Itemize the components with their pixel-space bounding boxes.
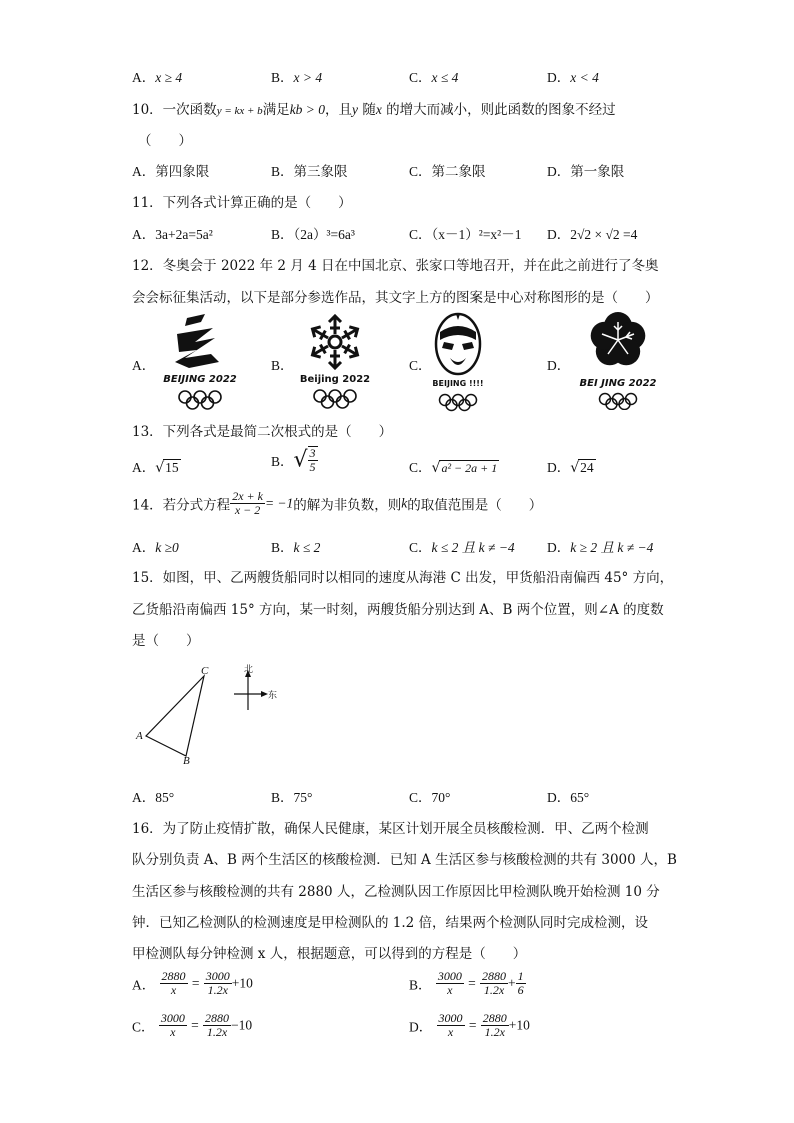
q13-option-d: D．√24	[547, 460, 594, 476]
q9-option-b: B．x > 4	[271, 70, 323, 85]
compass-north-label: 北	[244, 665, 254, 675]
compass-east-label: 东	[268, 691, 278, 701]
q9-option-c: C．x ≤ 4	[409, 70, 459, 85]
q16-line-2: 队分别负责 A、B 两个生活区的核酸检测．已知 A 生活区参与核酸检测的共有 3000 人，B	[132, 852, 677, 868]
q11-option-c: C．（x－1）²=x²－1	[409, 227, 522, 242]
q15-point-b: B	[183, 755, 190, 767]
q11-option-a: A．3a+2a=5a²	[132, 227, 213, 242]
q15-line-1: 15．如图，甲、乙两艘货船同时以相同的速度从海港 C 出发，甲货船沿南偏西 45° 方向，	[132, 570, 674, 586]
q9-option-d: D．x < 4	[547, 70, 599, 85]
q16-line-5: 甲检测队每分钟检测 x 人，根据题意，可以得到的方程是（ ）	[132, 946, 527, 962]
q11-stem: 11．下列各式计算正确的是（ ）	[132, 195, 352, 211]
compass-icon	[234, 663, 277, 710]
q12-emblem-d-icon	[568, 310, 668, 410]
q15-option-b: B．75°	[271, 790, 313, 805]
q13-option-b: B．√ $\frac{3}{5}$	[271, 446, 316, 474]
q13-option-c: C．√a² − 2a + 1	[409, 460, 498, 476]
q15-point-a: A	[136, 730, 143, 742]
q9-option-a: A．x ≥ 4	[132, 70, 183, 85]
q12-option-d-label: D．	[547, 358, 571, 373]
q12-emblem-a-caption: BEIJING 2022	[163, 374, 237, 385]
q15-option-a: A．85°	[132, 790, 175, 805]
q12-emblem-b-caption: Beijing 2022	[299, 374, 371, 385]
q11-option-b: B．（2a）³=6a³	[271, 227, 355, 242]
q16-line-3: 生活区参与核酸检测的共有 2880 人，乙检测队因工作原因比甲检测队晚开始检测 10 分	[132, 884, 660, 900]
q10-option-b: B．第三象限	[271, 164, 348, 180]
q14-option-a: A．k ≥0	[132, 540, 179, 555]
q14-option-c: C．k ≤ 2 且 k ≠ −4	[409, 540, 515, 555]
q13-stem: 13．下列各式是最简二次根式的是（ ）	[132, 424, 393, 440]
q12-emblem-a-icon	[155, 312, 245, 410]
q12-emblem-b-icon	[290, 310, 380, 410]
q12-line-2: 会会标征集活动，以下是部分参选作品，其文字上方的图案是中心对称图形的是（ ）	[132, 290, 659, 306]
q14-option-d: D．k ≥ 2 且 k ≠ −4	[547, 540, 654, 555]
q15-point-c: C	[201, 665, 209, 677]
q10-option-a: A．第四象限	[132, 164, 210, 180]
q14-option-b: B．k ≤ 2	[271, 540, 321, 555]
q16-option-b: B． $\frac{3000}{x}$ = $\frac{2880}{1.2x}$ + $\frac{1}{6}$	[409, 969, 524, 997]
q15-triangle	[146, 676, 204, 756]
q12-option-a-label: A．	[132, 358, 156, 373]
q10-option-c: C．第二象限	[409, 164, 486, 180]
q12-line-1: 12．冬奥会于 2022 年 2 月 4 日在中国北京、张家口等地召开，并在此之前进行了冬奥	[132, 258, 659, 274]
q15-figure	[130, 660, 290, 770]
q11-option-d: D．2√2 × √2 =4	[547, 227, 638, 242]
q10-stem: 10．一次函数y = kx + b满足kb > 0，且y 随x 的增大而减小，则此函数的图象不经过	[132, 102, 616, 118]
q12-emblem-c-caption: BEIJING !!!!	[432, 379, 484, 388]
q16-line-4: 钟．已知乙检测队的检测速度是甲检测队的 1.2 倍，结果两个检测队同时完成检测，设	[132, 915, 649, 931]
q10-option-d: D．第一象限	[547, 164, 625, 180]
q15-line-3: 是（ ）	[132, 633, 200, 649]
q13-option-a: A．√15	[132, 460, 179, 476]
q16-option-c: C． $\frac{3000}{x}$ = $\frac{2880}{1.2x}$ −10	[132, 1011, 253, 1039]
q16-line-1: 16．为了防止疫情扩散，确保人民健康，某区计划开展全员核酸检测．甲、乙两个检测	[132, 821, 649, 837]
q15-line-2: 乙货船沿南偏西 15° 方向，某一时刻，两艘货船分别达到 A、B 两个位置，则∠A 的度数	[132, 602, 664, 618]
q10-answer-paren: （ ）	[138, 133, 192, 149]
q15-option-c: C．70°	[409, 790, 451, 805]
q12-emblem-d-caption: BEI JING 2022	[579, 378, 657, 389]
q12-option-b-label: B．	[271, 358, 294, 373]
q12-option-c-label: C．	[409, 358, 432, 373]
q16-option-a: A． $\frac{2880}{x}$ = $\frac{3000}{1.2x}$ +10	[132, 969, 253, 997]
q14-stem: 14．若分式方程 $\frac{2x + k}{x - 2}$ = −1的解为非负数，则k的取值范围是（ ）	[132, 489, 543, 517]
q15-option-d: D．65°	[547, 790, 590, 805]
q16-option-d: D． $\frac{3000}{x}$ = $\frac{2880}{1.2x}$ +10	[409, 1011, 530, 1039]
q12-emblem-c-icon	[428, 310, 488, 412]
